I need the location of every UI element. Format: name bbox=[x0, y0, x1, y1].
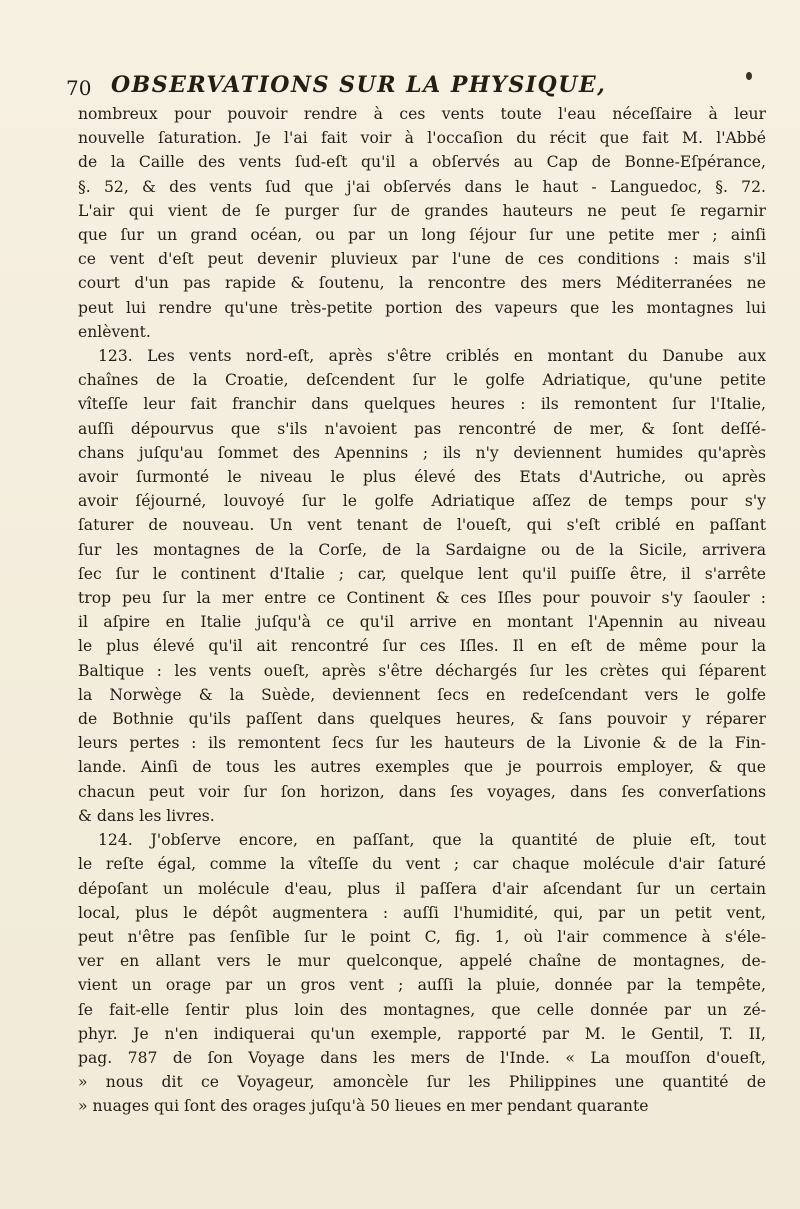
running-title: OBSERVATIONS SUR LA PHYSIQUE, bbox=[111, 72, 607, 98]
text-line: §. 52, & des vents ſud que j'ai obſervés dans le haut - Languedoc, §. 72. bbox=[78, 177, 766, 196]
body-text bbox=[78, 102, 766, 1119]
text-line: » nous dit ce Voyageur, amoncèle ſur les Philippines une quantité de bbox=[78, 1073, 766, 1092]
text-line: avoir ſurmonté le niveau le plus élevé des Etats d'Autriche, ou après bbox=[78, 468, 766, 487]
text-line: court d'un pas rapide & ſoutenu, la rencontre des mers Méditerranées ne bbox=[78, 274, 766, 293]
text-line: vient un orage par un gros vent ; auſſi la pluie, donnée par la tempête, bbox=[78, 976, 766, 995]
text-line: auſſi dépourvus que s'ils n'avoient pas rencontré de mer, & ſont deſſé- bbox=[78, 419, 766, 438]
text-line: pag. 787 de ſon Voyage dans les mers de l'Inde. « La mouſſon d'oueſt, bbox=[78, 1048, 766, 1067]
text-line: 124. J'obſerve encore, en paſſant, que la quantité de pluie eſt, tout bbox=[98, 831, 766, 850]
page-header bbox=[66, 72, 756, 104]
text-line: 123. Les vents nord-eſt, après s'être criblés en montant du Danube aux bbox=[98, 347, 766, 366]
text-line: vîteſſe leur fait franchir dans quelques heures : ils remontent ſur l'Italie, bbox=[78, 395, 766, 414]
text-line: chaînes de la Croatie, deſcendent ſur le golfe Adriatique, qu'une petite bbox=[78, 371, 766, 390]
text-line: Baltique : les vents oueſt, après s'être déchargés ſur les crètes qui ſéparent bbox=[78, 661, 766, 680]
text-line: enlèvent. bbox=[78, 322, 151, 341]
text-line: le plus élevé qu'il ait rencontré ſur ces Iſles. Il en eſt de même pour la bbox=[78, 637, 766, 656]
text-line: ſaturer de nouveau. Un vent tenant de l'oueſt, qui s'eſt criblé en paſſant bbox=[78, 516, 766, 535]
text-line: dépoſant un molécule d'eau, plus il paſſera d'air aſcendant ſur un certain bbox=[78, 879, 766, 898]
text-line: la Norwège & la Suède, deviennent ſecs en redeſcendant vers le golfe bbox=[78, 685, 766, 704]
text-line: trop peu ſur la mer entre ce Continent & ces Iſles pour pouvoir s'y ſaouler : bbox=[78, 589, 766, 608]
text-line: nouvelle ſaturation. Je l'ai fait voir à l'occaſion du récit que fait M. l'Abbé bbox=[78, 129, 766, 148]
text-line: avoir ſéjourné, louvoyé ſur le golfe Adriatique aſſez de temps pour s'y bbox=[78, 492, 766, 511]
text-line: chans juſqu'au ſommet des Apennins ; ils n'y deviennent humides qu'après bbox=[78, 443, 766, 462]
text-line: ſec ſur le continent d'Italie ; car, quelque lent qu'il puiſſe être, il s'arrête bbox=[78, 564, 766, 583]
page-number: 70 bbox=[66, 76, 92, 100]
text-line: peut lui rendre qu'une très-petite portion des vapeurs que les montagnes lui bbox=[78, 298, 766, 317]
text-line: nombreux pour pouvoir rendre à ces vents toute l'eau néceſſaire à leur bbox=[78, 105, 766, 123]
text-line: chacun peut voir ſur ſon horizon, dans ſes voyages, dans ſes converſations bbox=[78, 782, 766, 801]
text-line: ſur les montagnes de la Corſe, de la Sardaigne ou de la Sicile, arrivera bbox=[78, 540, 766, 559]
text-line: de Bothnie qu'ils paſſent dans quelques heures, & ſans pouvoir y réparer bbox=[78, 710, 766, 729]
text-line: le reſte égal, comme la vîteſſe du vent ; car chaque molécule d'air ſaturé bbox=[78, 855, 766, 874]
text-line: peut n'être pas ſenſible ſur le point C, fig. 1, où l'air commence à s'éle- bbox=[78, 927, 766, 946]
text-line: il aſpire en Italie juſqu'à ce qu'il arrive en montant l'Apennin au niveau bbox=[78, 613, 766, 632]
text-line: phyr. Je n'en indiquerai qu'un exemple, rapporté par M. le Gentil, T. II, bbox=[78, 1024, 766, 1043]
text-line: L'air qui vient de ſe purger ſur de grandes hauteurs ne peut ſe regarnir bbox=[78, 201, 766, 220]
text-line: ſe fait-elle ſentir plus loin des montagnes, que celle donnée par un zé- bbox=[78, 1000, 766, 1019]
text-line: que ſur un grand océan, ou par un long ſéjour ſur une petite mer ; ainſi bbox=[78, 226, 766, 245]
ink-dot bbox=[746, 72, 752, 80]
text-line: local, plus le dépôt augmentera : auſſi l'humidité, qui, par un petit vent, bbox=[78, 903, 766, 922]
text-line: ce vent d'eſt peut devenir pluvieux par l'une de ces conditions : mais s'il bbox=[78, 250, 766, 269]
text-line: » nuages qui ſont des orages juſqu'à 50 lieues en mer pendant quarante bbox=[78, 1097, 649, 1116]
text-line: & dans les livres. bbox=[78, 806, 215, 825]
text-line: ver en allant vers le mur quelconque, appelé chaîne de montagnes, de- bbox=[78, 952, 766, 971]
text-line: de la Caille des vents ſud-eſt qu'il a obſervés au Cap de Bonne-Eſpérance, bbox=[78, 153, 766, 172]
text-line: lande. Ainſi de tous les autres exemples que je pourrois employer, & que bbox=[78, 758, 766, 777]
text-line: leurs pertes : ils remontent ſecs ſur les hauteurs de la Livonie & de la Fin- bbox=[78, 734, 766, 753]
